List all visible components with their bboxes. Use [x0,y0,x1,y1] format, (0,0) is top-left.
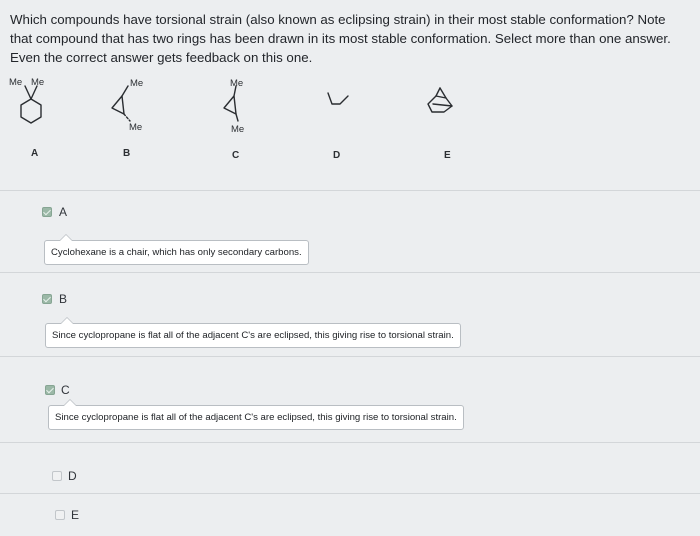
option-c-label[interactable]: C [61,383,70,397]
checkbox-option-d[interactable] [52,471,62,481]
option-b-label[interactable]: B [59,292,68,306]
structure-c-drawing [224,86,238,121]
divider-line [0,272,700,273]
substituent-c-top: Me [230,78,244,89]
structures-drawing [0,72,700,182]
structure-figure [0,72,700,182]
substituent-c-bottom: Me [231,124,245,135]
structure-label-e: E [444,150,451,161]
divider-line [0,190,700,191]
structure-label-c: C [232,150,240,161]
structure-e-drawing [428,88,452,112]
question-text: Which compounds have torsional strain (also known as eclipsing strain) in their most stable conformation? Note that compound that has two rings has been drawn in its most stable conformation. Select more than one answer. Even the correct answer gets feedback on this one. [10,12,671,65]
structure-d-drawing [328,93,348,104]
option-d-label[interactable]: D [68,469,77,483]
structure-label-a: A [31,148,39,159]
divider-line [0,493,700,494]
feedback-option-c: Since cyclopropane is flat all of the adjacent C's are eclipsed, this giving rise to torsional strain. [48,405,464,430]
structure-label-b: B [123,148,131,159]
substituent-a-left: Me [9,77,23,88]
structure-a-drawing [21,86,41,123]
divider-line [0,442,700,443]
checkbox-option-a[interactable] [42,207,52,217]
substituent-b-bottom: Me [129,122,143,133]
structure-label-d: D [333,150,341,161]
feedback-option-b: Since cyclopropane is flat all of the adjacent C's are eclipsed, this giving rise to torsional strain. [45,323,461,348]
feedback-option-a: Cyclohexane is a chair, which has only secondary carbons. [44,240,309,265]
checkbox-option-b[interactable] [42,294,52,304]
structure-b-drawing [112,86,130,121]
substituent-a-right: Me [31,77,45,88]
option-a-label[interactable]: A [59,205,68,219]
option-e-label[interactable]: E [71,508,80,522]
divider-line [0,356,700,357]
checkbox-option-c[interactable] [45,385,55,395]
substituent-b-top: Me [130,78,144,89]
checkbox-option-e[interactable] [55,510,65,520]
